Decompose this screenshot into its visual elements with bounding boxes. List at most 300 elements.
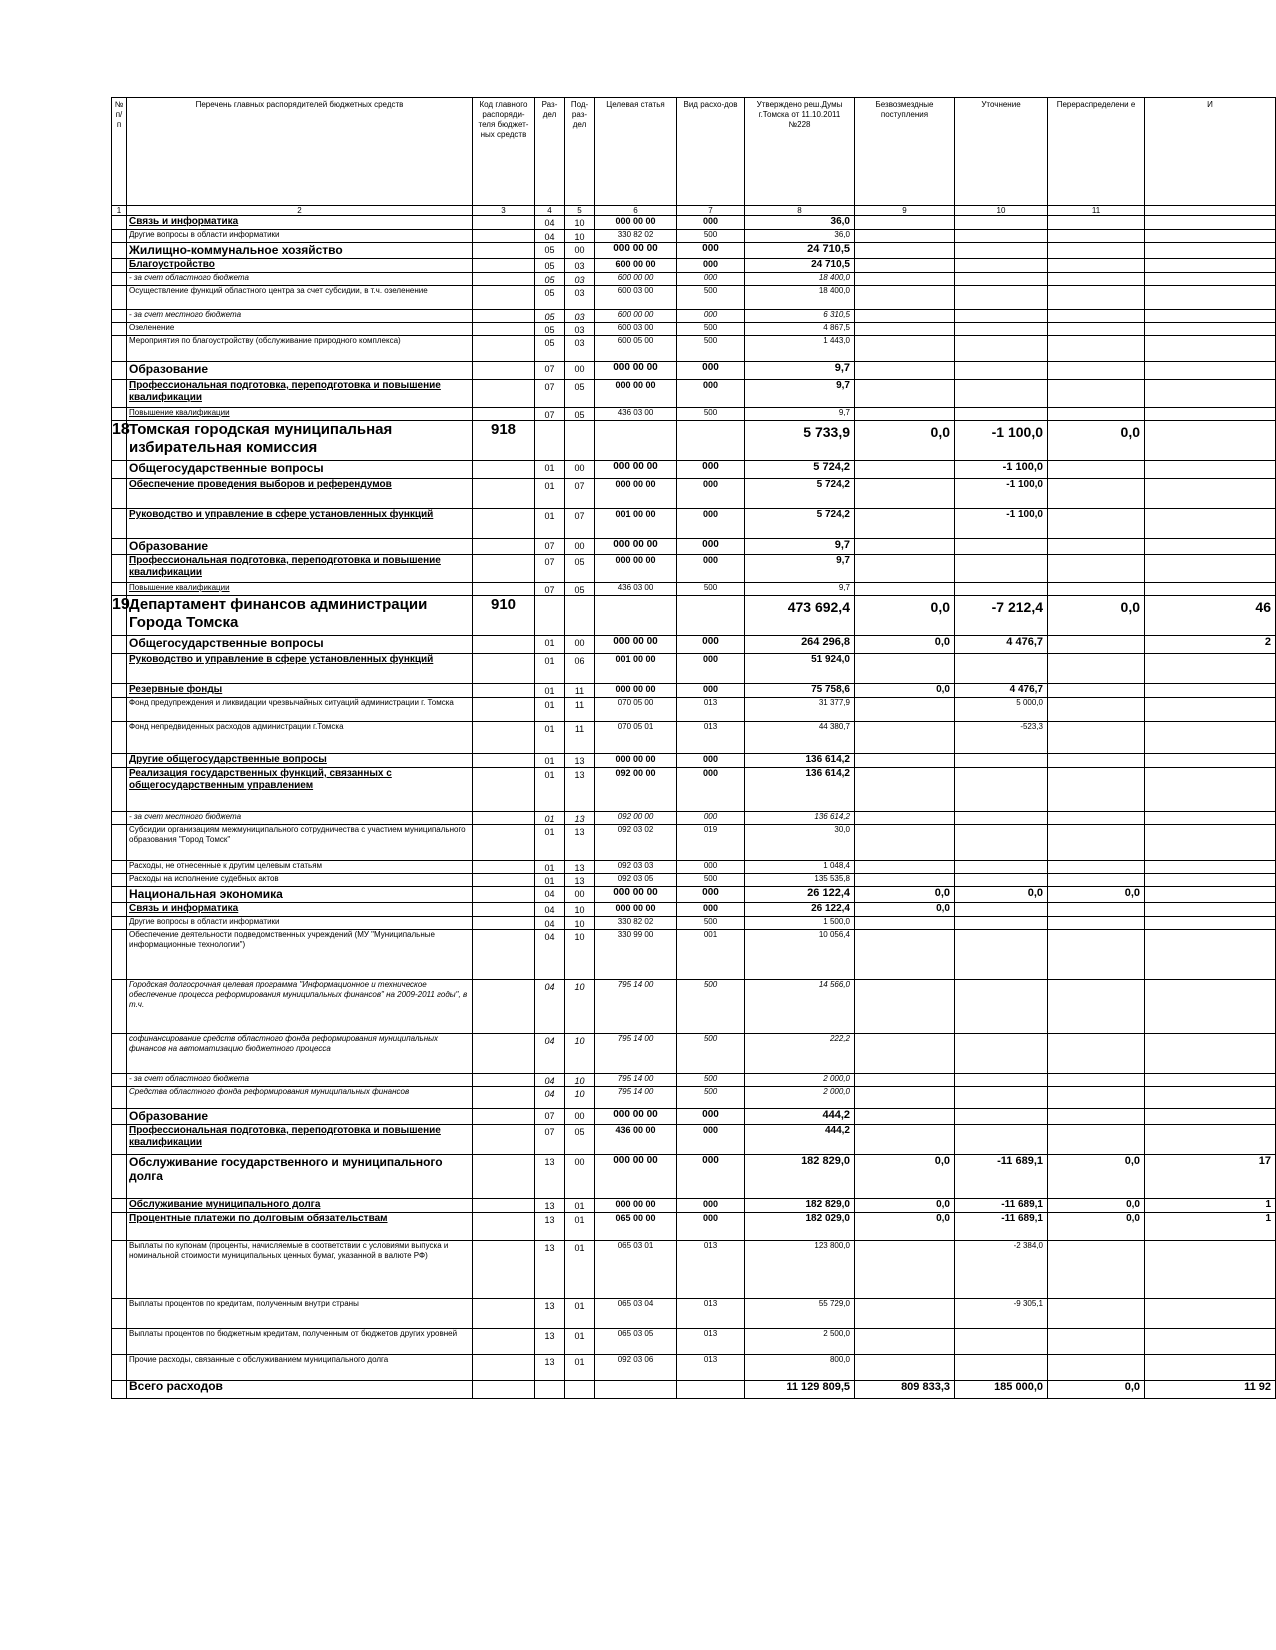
row-podrazdel: 10	[565, 903, 595, 917]
row-code: 918	[473, 421, 535, 461]
row-gratuitous: 0,0	[855, 421, 955, 461]
total-empty	[112, 1381, 127, 1399]
row-number	[112, 286, 127, 310]
row-clarification	[955, 903, 1048, 917]
total-clarification: 185 000,0	[955, 1381, 1048, 1399]
row-last	[1145, 461, 1276, 479]
row-name: Профессиональная подготовка, переподготовка и повышение квалификации	[127, 1125, 473, 1155]
row-code	[473, 930, 535, 980]
row-gratuitous	[855, 812, 955, 825]
row-gratuitous: 0,0	[855, 684, 955, 698]
row-last	[1145, 583, 1276, 596]
row-podrazdel: 10	[565, 930, 595, 980]
row-name: Расходы на исполнение судебных актов	[127, 874, 473, 887]
row-name: Обслуживание муниципального долга	[127, 1199, 473, 1213]
row-razdel: 04	[535, 917, 565, 930]
row-approved: 2 000,0	[745, 1074, 855, 1087]
row-number	[112, 336, 127, 362]
table-row	[112, 636, 1276, 654]
row-razdel: 01	[535, 636, 565, 654]
row-number	[112, 1329, 127, 1355]
row-razdel: 05	[535, 310, 565, 323]
row-approved: 18 400,0	[745, 286, 855, 310]
row-name: Жилищно-коммунальное хозяйство	[127, 243, 473, 259]
header-row	[112, 98, 1276, 206]
row-gratuitous	[855, 310, 955, 323]
row-approved: 2 500,0	[745, 1329, 855, 1355]
row-expense-type: 013	[677, 1355, 745, 1381]
row-number	[112, 479, 127, 509]
row-podrazdel: 03	[565, 323, 595, 336]
row-number	[112, 230, 127, 243]
row-podrazdel: 05	[565, 380, 595, 408]
row-last	[1145, 754, 1276, 768]
row-expense-type: 000	[677, 380, 745, 408]
row-name: Выплаты по купонам (проценты, начисляемые в соответствии с условиями выпуска и номинальной стоимости муниципальных ценных бумаг, указанной в валюте РФ)	[127, 1241, 473, 1299]
row-approved: 1 048,4	[745, 861, 855, 874]
row-number	[112, 874, 127, 887]
row-podrazdel: 03	[565, 259, 595, 273]
row-podrazdel: 13	[565, 768, 595, 812]
row-podrazdel: 00	[565, 887, 595, 903]
row-expense-type: 019	[677, 825, 745, 861]
row-podrazdel: 07	[565, 509, 595, 539]
row-target-article: 092 03 03	[595, 861, 677, 874]
row-redistribution: 0,0	[1048, 1199, 1145, 1213]
row-redistribution	[1048, 216, 1145, 230]
row-redistribution	[1048, 461, 1145, 479]
row-code	[473, 230, 535, 243]
row-target-article: 092 00 00	[595, 812, 677, 825]
row-redistribution: 0,0	[1048, 421, 1145, 461]
row-code	[473, 636, 535, 654]
row-target-article	[595, 421, 677, 461]
row-expense-type: 000	[677, 243, 745, 259]
header-name: Перечень главных распорядителей бюджетных средств	[127, 98, 473, 206]
row-approved: 24 710,5	[745, 259, 855, 273]
row-number	[112, 1299, 127, 1329]
row-approved: 800,0	[745, 1355, 855, 1381]
row-redistribution	[1048, 917, 1145, 930]
row-code	[473, 722, 535, 754]
row-razdel	[535, 596, 565, 636]
row-podrazdel	[565, 421, 595, 461]
row-name: Общегосударственные вопросы	[127, 461, 473, 479]
row-clarification	[955, 362, 1048, 380]
total-approved: 11 129 809,5	[745, 1381, 855, 1399]
row-code	[473, 286, 535, 310]
table-row	[112, 722, 1276, 754]
row-gratuitous	[855, 583, 955, 596]
row-redistribution	[1048, 903, 1145, 917]
row-podrazdel: 10	[565, 1074, 595, 1087]
row-name: - за счет местного бюджета	[127, 812, 473, 825]
row-gratuitous	[855, 861, 955, 874]
row-razdel: 05	[535, 273, 565, 286]
row-redistribution: 0,0	[1048, 596, 1145, 636]
row-approved: 55 729,0	[745, 1299, 855, 1329]
row-razdel: 13	[535, 1299, 565, 1329]
row-name: Связь и информатика	[127, 903, 473, 917]
column-index: 4	[535, 206, 565, 216]
row-redistribution	[1048, 1355, 1145, 1381]
row-redistribution	[1048, 479, 1145, 509]
row-code	[473, 887, 535, 903]
row-gratuitous	[855, 230, 955, 243]
row-razdel: 04	[535, 930, 565, 980]
row-expense-type	[677, 596, 745, 636]
row-target-article: 065 03 01	[595, 1241, 677, 1299]
row-gratuitous	[855, 286, 955, 310]
row-gratuitous: 0,0	[855, 596, 955, 636]
header-approved: Утверждено реш.Думы г.Томска от 11.10.2011 №228	[745, 98, 855, 206]
row-name: Обеспечение деятельности подведомственных учреждений (МУ "Муниципальные информационные технологии")	[127, 930, 473, 980]
row-number	[112, 754, 127, 768]
row-gratuitous	[855, 980, 955, 1034]
row-expense-type: 000	[677, 1125, 745, 1155]
row-last	[1145, 698, 1276, 722]
row-clarification: -11 689,1	[955, 1155, 1048, 1199]
row-last	[1145, 421, 1276, 461]
table-row	[112, 874, 1276, 887]
header-razdel: Раз-дел	[535, 98, 565, 206]
row-number	[112, 243, 127, 259]
row-last	[1145, 917, 1276, 930]
row-podrazdel: 11	[565, 722, 595, 754]
row-last	[1145, 1109, 1276, 1125]
row-name: Другие вопросы в области информатики	[127, 917, 473, 930]
row-podrazdel: 00	[565, 461, 595, 479]
row-redistribution	[1048, 362, 1145, 380]
row-code	[473, 216, 535, 230]
row-redistribution	[1048, 861, 1145, 874]
row-clarification	[955, 1087, 1048, 1109]
row-podrazdel: 06	[565, 654, 595, 684]
row-name: Мероприятия по благоустройству (обслуживание природного комплекса)	[127, 336, 473, 362]
row-razdel: 01	[535, 684, 565, 698]
row-approved: 4 867,5	[745, 323, 855, 336]
row-redistribution	[1048, 583, 1145, 596]
row-clarification: -7 212,4	[955, 596, 1048, 636]
row-last	[1145, 1329, 1276, 1355]
row-razdel: 05	[535, 243, 565, 259]
row-approved: 1 500,0	[745, 917, 855, 930]
table-row	[112, 980, 1276, 1034]
row-code	[473, 479, 535, 509]
row-razdel: 04	[535, 903, 565, 917]
row-podrazdel: 03	[565, 310, 595, 323]
row-code	[473, 684, 535, 698]
row-expense-type: 000	[677, 887, 745, 903]
row-code	[473, 654, 535, 684]
row-number	[112, 768, 127, 812]
row-approved: 14 566,0	[745, 980, 855, 1034]
row-clarification: -11 689,1	[955, 1213, 1048, 1241]
row-name: Обслуживание государственного и муниципального долга	[127, 1155, 473, 1199]
row-razdel: 13	[535, 1329, 565, 1355]
row-target-article: 436 03 00	[595, 583, 677, 596]
row-approved: 182 029,0	[745, 1213, 855, 1241]
row-gratuitous	[855, 754, 955, 768]
row-podrazdel: 13	[565, 861, 595, 874]
row-number	[112, 539, 127, 555]
row-redistribution	[1048, 230, 1145, 243]
row-number	[112, 825, 127, 861]
row-name: Процентные платежи по долговым обязательствам	[127, 1213, 473, 1241]
row-target-article: 600 05 00	[595, 336, 677, 362]
row-name: Образование	[127, 539, 473, 555]
row-name: - за счет областного бюджета	[127, 273, 473, 286]
row-clarification	[955, 812, 1048, 825]
row-last	[1145, 243, 1276, 259]
row-last	[1145, 408, 1276, 421]
row-clarification	[955, 243, 1048, 259]
row-razdel: 04	[535, 216, 565, 230]
row-clarification	[955, 1034, 1048, 1074]
row-code	[473, 408, 535, 421]
row-gratuitous	[855, 509, 955, 539]
row-podrazdel: 10	[565, 216, 595, 230]
row-code	[473, 1034, 535, 1074]
table-row	[112, 768, 1276, 812]
table-row	[112, 273, 1276, 286]
row-target-article: 000 00 00	[595, 461, 677, 479]
table-row	[112, 216, 1276, 230]
row-expense-type: 000	[677, 479, 745, 509]
row-expense-type: 000	[677, 555, 745, 583]
row-gratuitous	[855, 216, 955, 230]
row-code	[473, 259, 535, 273]
row-razdel: 07	[535, 583, 565, 596]
row-target-article: 795 14 00	[595, 1034, 677, 1074]
table-row	[112, 1155, 1276, 1199]
row-expense-type: 000	[677, 461, 745, 479]
table-row	[112, 583, 1276, 596]
row-code	[473, 461, 535, 479]
row-razdel: 07	[535, 555, 565, 583]
total-redistribution: 0,0	[1048, 1381, 1145, 1399]
row-gratuitous: 0,0	[855, 1213, 955, 1241]
table-row	[112, 1355, 1276, 1381]
table-row	[112, 286, 1276, 310]
row-last	[1145, 861, 1276, 874]
row-expense-type: 000	[677, 216, 745, 230]
row-name: Профессиональная подготовка, переподготовка и повышение квалификации	[127, 555, 473, 583]
table-row	[112, 230, 1276, 243]
row-target-article: 000 00 00	[595, 754, 677, 768]
table-row	[112, 1087, 1276, 1109]
row-expense-type: 500	[677, 1034, 745, 1074]
row-gratuitous	[855, 539, 955, 555]
row-clarification	[955, 1329, 1048, 1355]
row-target-article: 600 03 00	[595, 323, 677, 336]
row-name: Департамент финансов администрации Города Томска	[127, 596, 473, 636]
row-gratuitous: 0,0	[855, 903, 955, 917]
row-target-article: 000 00 00	[595, 1199, 677, 1213]
row-expense-type: 000	[677, 903, 745, 917]
row-number	[112, 1125, 127, 1155]
row-approved: 24 710,5	[745, 243, 855, 259]
row-code: 910	[473, 596, 535, 636]
row-code	[473, 1125, 535, 1155]
row-clarification	[955, 1125, 1048, 1155]
column-index	[1145, 206, 1276, 216]
row-podrazdel: 05	[565, 1125, 595, 1155]
header-gratuitous: Безвозмездные поступления	[855, 98, 955, 206]
row-razdel: 01	[535, 698, 565, 722]
row-approved: 26 122,4	[745, 903, 855, 917]
row-redistribution	[1048, 1074, 1145, 1087]
row-target-article: 000 00 00	[595, 216, 677, 230]
row-name: Повышение квалификации	[127, 583, 473, 596]
row-name: Обеспечение проведения выборов и референдумов	[127, 479, 473, 509]
table-row	[112, 903, 1276, 917]
row-redistribution	[1048, 980, 1145, 1034]
header-target-article: Целевая статья	[595, 98, 677, 206]
column-index: 7	[677, 206, 745, 216]
row-gratuitous	[855, 768, 955, 812]
row-last	[1145, 684, 1276, 698]
row-redistribution: 0,0	[1048, 1213, 1145, 1241]
table-body	[112, 216, 1276, 1399]
row-razdel: 01	[535, 812, 565, 825]
row-number	[112, 259, 127, 273]
row-podrazdel: 00	[565, 636, 595, 654]
row-podrazdel: 05	[565, 555, 595, 583]
row-gratuitous	[855, 243, 955, 259]
row-target-article: 795 14 00	[595, 980, 677, 1034]
row-clarification: -1 100,0	[955, 461, 1048, 479]
row-name: Руководство и управление в сфере установленных функций	[127, 509, 473, 539]
row-target-article: 000 00 00	[595, 362, 677, 380]
row-razdel: 01	[535, 654, 565, 684]
row-approved: 5 733,9	[745, 421, 855, 461]
row-number	[112, 903, 127, 917]
total-gratuitous: 809 833,3	[855, 1381, 955, 1399]
row-clarification	[955, 336, 1048, 362]
row-razdel: 04	[535, 980, 565, 1034]
row-target-article: 436 00 00	[595, 1125, 677, 1155]
row-target-article: 000 00 00	[595, 1109, 677, 1125]
row-expense-type: 000	[677, 1155, 745, 1199]
row-number	[112, 980, 127, 1034]
table-row	[112, 461, 1276, 479]
row-target-article: 092 03 06	[595, 1355, 677, 1381]
row-expense-type: 013	[677, 1241, 745, 1299]
row-razdel	[535, 421, 565, 461]
table-row	[112, 754, 1276, 768]
row-last	[1145, 555, 1276, 583]
row-number	[112, 698, 127, 722]
row-podrazdel: 13	[565, 812, 595, 825]
row-number	[112, 1034, 127, 1074]
row-clarification	[955, 768, 1048, 812]
row-podrazdel: 01	[565, 1213, 595, 1241]
row-gratuitous	[855, 479, 955, 509]
row-podrazdel: 01	[565, 1241, 595, 1299]
row-podrazdel: 13	[565, 874, 595, 887]
row-last	[1145, 479, 1276, 509]
row-razdel: 01	[535, 509, 565, 539]
row-clarification	[955, 980, 1048, 1034]
row-gratuitous	[855, 1125, 955, 1155]
row-last	[1145, 654, 1276, 684]
row-last	[1145, 1125, 1276, 1155]
row-name: Фонд предупреждения и ликвидации чрезвычайных ситуаций администрации г. Томска	[127, 698, 473, 722]
row-expense-type: 000	[677, 768, 745, 812]
row-razdel: 07	[535, 362, 565, 380]
row-expense-type: 013	[677, 722, 745, 754]
row-gratuitous	[855, 362, 955, 380]
row-expense-type: 000	[677, 1199, 745, 1213]
row-podrazdel: 03	[565, 336, 595, 362]
row-clarification: -2 384,0	[955, 1241, 1048, 1299]
table-row	[112, 654, 1276, 684]
row-code	[473, 1213, 535, 1241]
row-approved: 18 400,0	[745, 273, 855, 286]
table-row	[112, 1034, 1276, 1074]
row-redistribution: 0,0	[1048, 1155, 1145, 1199]
row-number	[112, 555, 127, 583]
row-approved: 135 535,8	[745, 874, 855, 887]
row-clarification: 4 476,7	[955, 636, 1048, 654]
row-gratuitous	[855, 1355, 955, 1381]
total-empty	[535, 1381, 565, 1399]
row-gratuitous	[855, 336, 955, 362]
row-razdel: 01	[535, 768, 565, 812]
row-code	[473, 539, 535, 555]
row-target-article: 070 05 01	[595, 722, 677, 754]
row-number	[112, 654, 127, 684]
row-gratuitous	[855, 917, 955, 930]
row-target-article: 000 00 00	[595, 380, 677, 408]
row-target-article: 600 00 00	[595, 310, 677, 323]
row-razdel: 07	[535, 539, 565, 555]
row-gratuitous: 0,0	[855, 1199, 955, 1213]
table-row	[112, 596, 1276, 636]
row-clarification	[955, 286, 1048, 310]
table-row	[112, 1074, 1276, 1087]
row-number	[112, 1199, 127, 1213]
row-name: - за счет местного бюджета	[127, 310, 473, 323]
table-row	[112, 1109, 1276, 1125]
row-expense-type: 000	[677, 654, 745, 684]
row-clarification	[955, 825, 1048, 861]
row-gratuitous	[855, 930, 955, 980]
row-razdel: 01	[535, 461, 565, 479]
row-approved: 6 310,5	[745, 310, 855, 323]
row-number	[112, 1109, 127, 1125]
row-name: Томская городская муниципальная избирательная комиссия	[127, 421, 473, 461]
row-code	[473, 768, 535, 812]
row-razdel: 01	[535, 825, 565, 861]
row-last	[1145, 323, 1276, 336]
row-name: Выплаты процентов по бюджетным кредитам, полученным от бюджетов других уровней	[127, 1329, 473, 1355]
row-razdel: 05	[535, 323, 565, 336]
row-expense-type: 500	[677, 980, 745, 1034]
row-last	[1145, 259, 1276, 273]
table-row	[112, 509, 1276, 539]
row-expense-type: 500	[677, 323, 745, 336]
row-podrazdel: 03	[565, 273, 595, 286]
row-expense-type: 500	[677, 1074, 745, 1087]
row-target-article: 000 00 00	[595, 1155, 677, 1199]
row-podrazdel: 03	[565, 286, 595, 310]
row-clarification	[955, 310, 1048, 323]
row-approved: 9,7	[745, 380, 855, 408]
row-target-article: 092 03 02	[595, 825, 677, 861]
row-target-article: 001 00 00	[595, 509, 677, 539]
